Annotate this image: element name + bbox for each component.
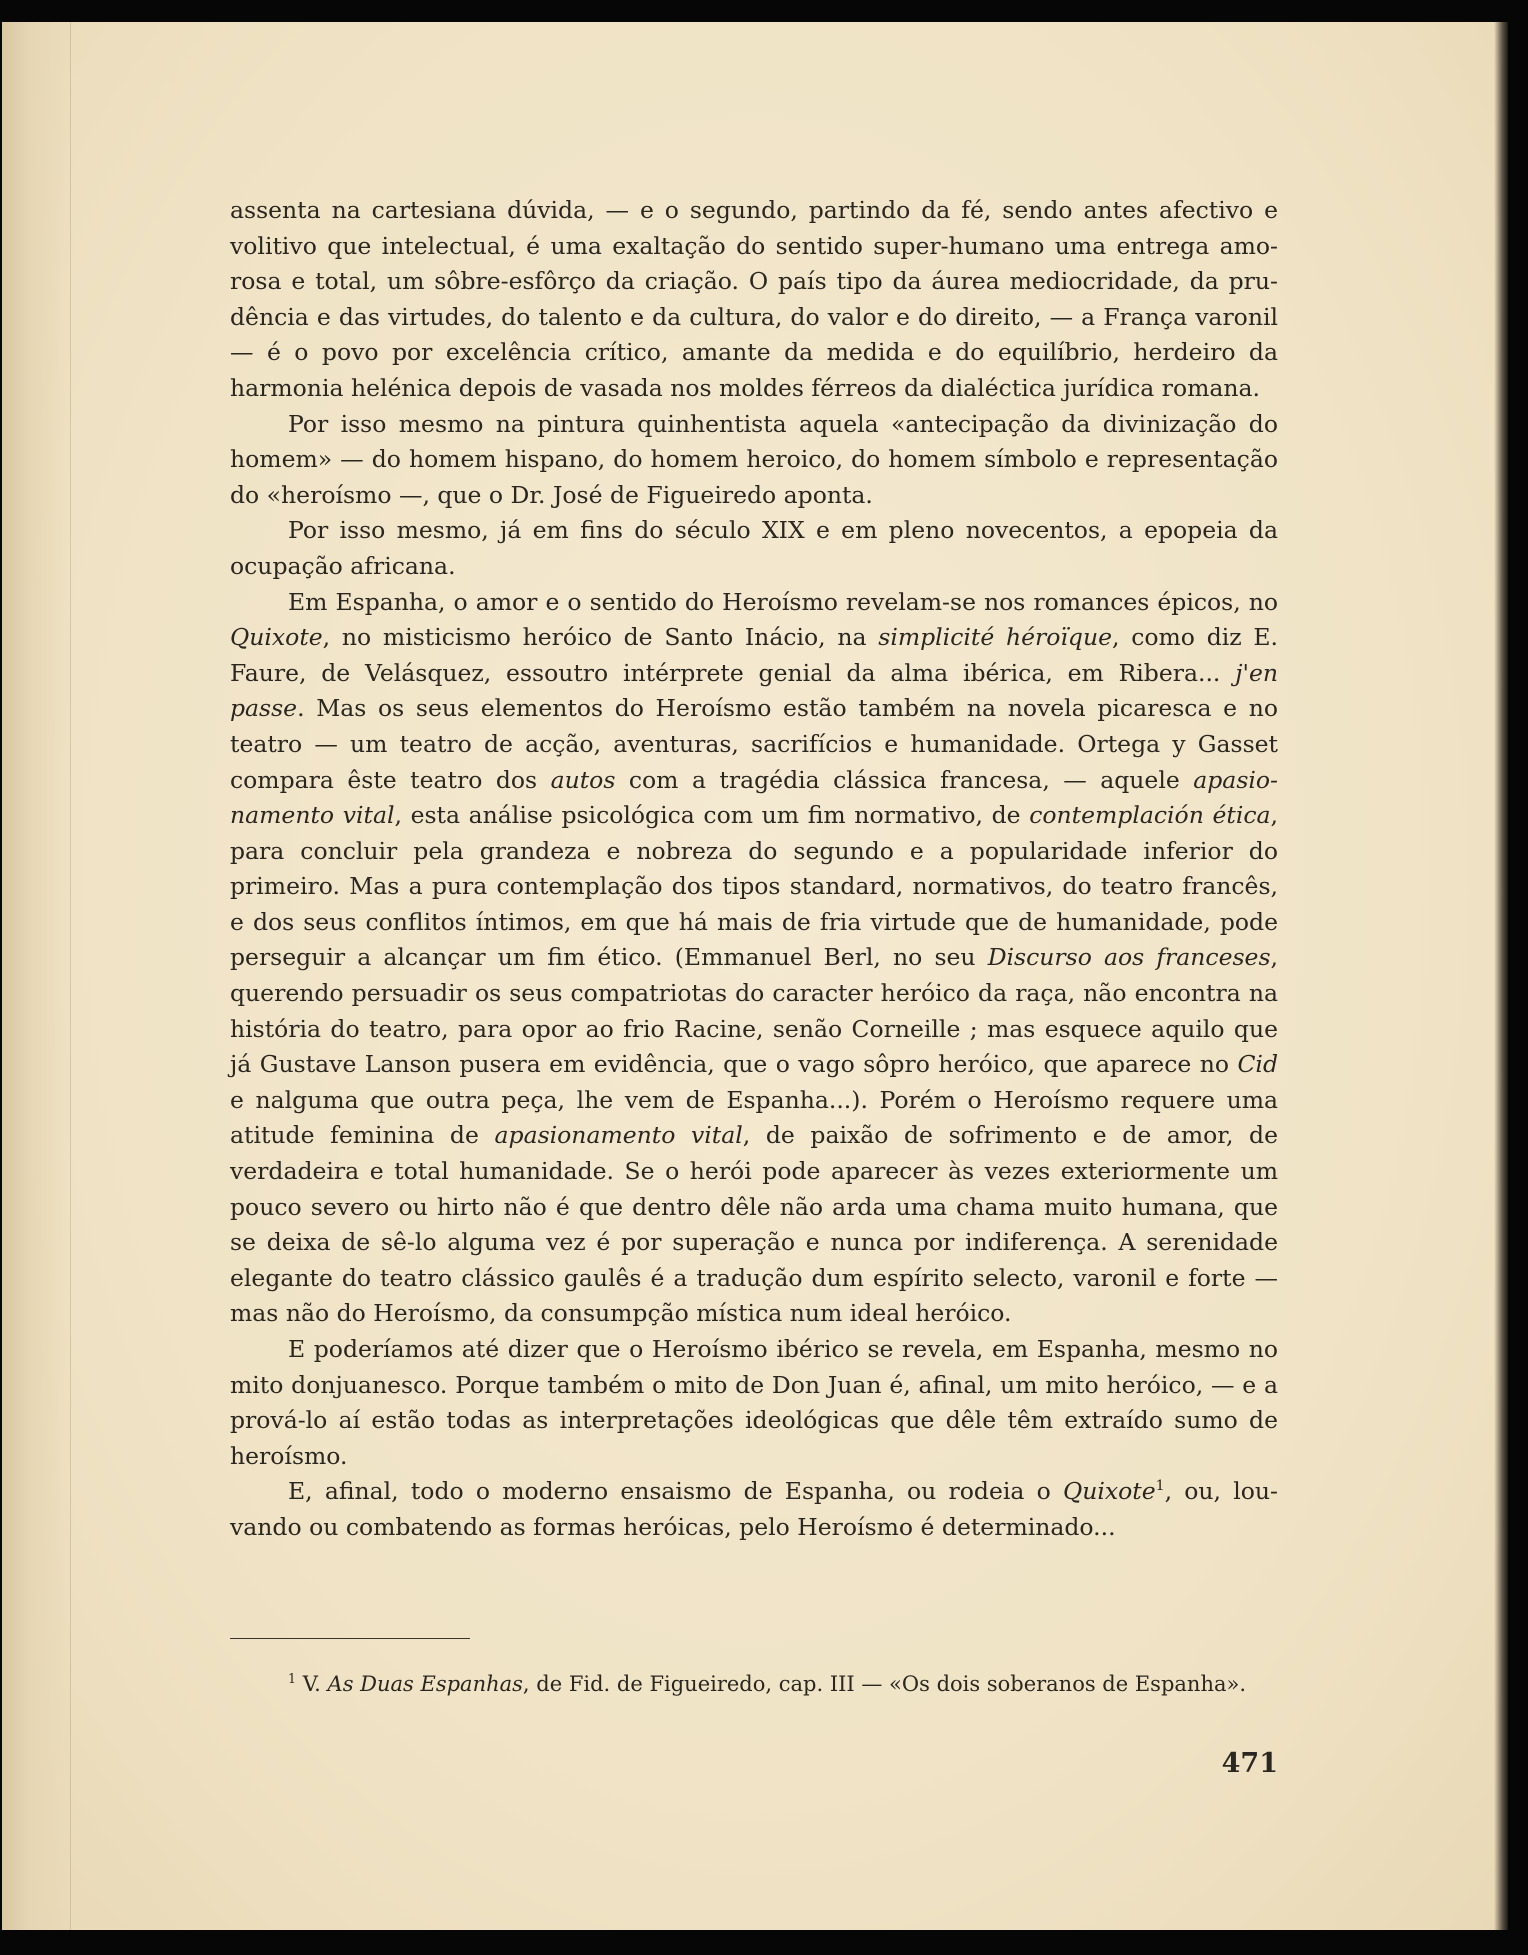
footnote-marker: 1 bbox=[288, 1670, 297, 1686]
text-run: . Mas os seus elementos do Heroísmo estão também na novela picaresca e no teatro — um teatro de acção, aventuras, sacrifícios e humanidade. Ortega y Gasset compara êste teatro dos bbox=[230, 694, 1278, 794]
italic-text: autos bbox=[550, 765, 616, 794]
italic-text: Quixote bbox=[1062, 1477, 1156, 1506]
body-text bbox=[230, 193, 1278, 1546]
text-run: , ou, louvando ou combatendo as formas heróicas, pelo Heroísmo é determinado... bbox=[230, 1477, 1278, 1541]
text-run: Em Espanha, o amor e o sentido do Heroísmo revelam-se nos romances épicos, no bbox=[288, 587, 1278, 616]
binding-shadow bbox=[2, 22, 72, 1930]
text-run: assenta na cartesiana dúvida, — e o segundo, partindo da fé, sendo antes afectivo e volitivo que intelectual, é uma exaltação do sentido super-humano uma entrega amorosa e total, um sôbre-esfôrço da criação. O país tipo da áurea mediocridade, da prudência e das virtudes, do talento e da cultura, do valor e do direito, — a França varonil — é o povo por excelência crítico, amante da medida e do equilíbrio, herdeiro da harmonia helénica depois de vasada nos moldes férreos da dialéctica jurídica romana. bbox=[230, 196, 1278, 402]
text-run: e nalguma que outra peça, lhe vem de Espanha...). Porém o Heroísmo requere uma atitude feminina de bbox=[230, 1085, 1278, 1150]
paragraph-6 bbox=[230, 1474, 1278, 1545]
italic-text: apasionamento vital bbox=[494, 1121, 743, 1150]
text-run: , no misticismo heróico de Santo Inácio, na bbox=[322, 623, 879, 652]
text-run: , de paixão de sofrimento e de amor, de verdadeira e total humanidade. Se o herói pode aparecer às vezes exteriormente um pouco severo ou hirto não é que dentro dêle não arda uma chama muito humana, que se deixa de sê-lo alguma vez é por superação e nunca por indiferença. A serenidade elegante do teatro clássico gaulês é a tradução dum espírito selecto, varonil e forte — mas não do Heroísmo, da consumpção mística num ideal heróico. bbox=[230, 1121, 1278, 1328]
paragraph-4 bbox=[230, 585, 1278, 1332]
footnote-marker: 1 bbox=[1155, 1478, 1165, 1495]
text-run: E, afinal, todo o moderno ensaismo de Espanha, ou rodeia o bbox=[288, 1477, 1063, 1506]
text-run: Por isso mesmo, já em fins do século XIX e em pleno novecentos, a epopeia da ocupação africana. bbox=[230, 516, 1278, 580]
footnote bbox=[230, 1668, 1278, 1700]
paragraph-3 bbox=[230, 513, 1278, 584]
italic-text: contemplación ética bbox=[1029, 801, 1271, 830]
italic-text: apasionamento vital bbox=[230, 765, 1278, 830]
italic-text: As Duas Espanhas bbox=[327, 1672, 523, 1696]
text-run: E poderíamos até dizer que o Heroísmo ibérico se revela, em Espanha, mesmo no mito donjuanesco. Porque também o mito de Don Juan é, afinal, um mito heróico, — e a prová-lo aí estão todas as interpretações ideológicas que dêle têm extraído sumo de heroísmo. bbox=[230, 1335, 1278, 1470]
text-run: , para concluir pela grandeza e nobreza do segundo e a popularidade inferior do primeiro. Mas a pura contemplação dos tipos standard, normativos, do teatro francês, e dos seus conflitos íntimos, em que há mais de fria virtude que de humanidade, pode perseguir a alcançar um fim ético. (Emmanuel Berl, no seu bbox=[230, 801, 1278, 972]
italic-text: Quixote bbox=[230, 623, 323, 652]
italic-text: simplicité héroïque bbox=[878, 623, 1112, 652]
text-run: Por isso mesmo na pintura quinhentista aquela «antecipação da divinização do homem» — do homem hispano, do homem heroico, do homem símbolo e representação do «heroísmo —, que o Dr. José de Figueiredo aponta. bbox=[230, 409, 1278, 509]
footnote-separator bbox=[230, 1638, 470, 1639]
text-run: V. bbox=[296, 1672, 328, 1696]
text-run: , de Fid. de Figueiredo, cap. III — «Os dois soberanos de Espanha». bbox=[522, 1672, 1247, 1696]
binding-fold bbox=[70, 22, 71, 1930]
page-edge-shadow bbox=[1494, 22, 1508, 1930]
paragraph-5 bbox=[230, 1332, 1278, 1474]
paragraph-1 bbox=[230, 193, 1278, 407]
page-number: 471 bbox=[1221, 1748, 1278, 1779]
text-run: com a tragédia clássica francesa, — aquele bbox=[615, 765, 1194, 794]
italic-text: Cid bbox=[1237, 1050, 1278, 1079]
paragraph-2 bbox=[230, 407, 1278, 514]
text-run: , querendo persuadir os seus compatriotas do caracter heróico da raça, não encontra na história do teatro, para opor ao frio Racine, senão Corneille ; mas esquece aquilo que já Gustave Lanson pusera em evidência, que o vago sôpro heróico, que aparece no bbox=[230, 943, 1278, 1079]
text-run: , esta análise psicológica com um fim normativo, de bbox=[394, 801, 1030, 830]
text-run: , como diz E. Faure, de Velásquez, essoutro intérprete genial da alma ibérica, em Ribera... bbox=[230, 623, 1279, 687]
italic-text: j'en passe bbox=[230, 658, 1278, 723]
italic-text: Discurso aos franceses bbox=[987, 943, 1271, 972]
